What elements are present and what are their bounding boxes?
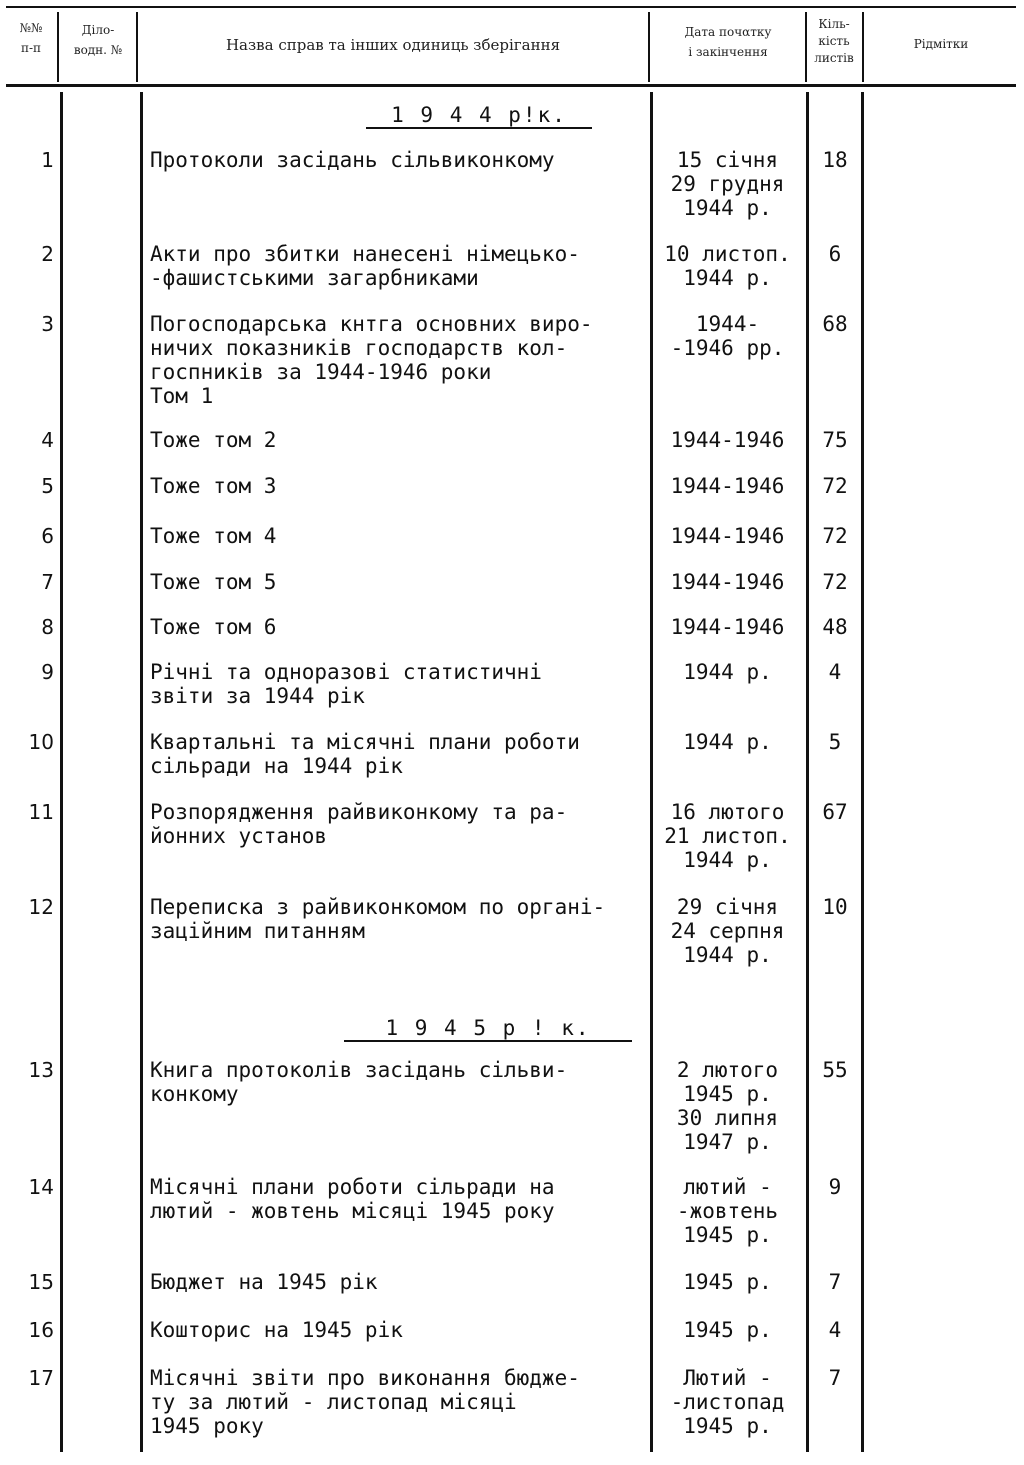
row-title <box>150 1270 650 1294</box>
row-date-line: 29 січня <box>676 895 779 919</box>
hdr-divider-1 <box>57 12 59 82</box>
row-number: 10 <box>28 730 54 754</box>
row-title <box>150 1175 650 1223</box>
row-title <box>150 615 650 639</box>
row-sheet-count: 4 <box>828 660 842 684</box>
row-number: 6 <box>41 524 54 548</box>
row-date-line: 1944 р. <box>683 196 772 220</box>
row-sheet-count: 75 <box>822 428 848 452</box>
row-number: 3 <box>41 312 54 336</box>
row-date-line: 16 лютого <box>670 800 785 824</box>
row-date-line: 1944 р. <box>683 660 772 684</box>
row-title <box>150 895 650 943</box>
row-title <box>150 1318 650 1342</box>
row-title <box>150 660 650 708</box>
row-date-line: 10 листоп. <box>664 242 791 266</box>
row-sheet-count: 67 <box>822 800 848 824</box>
row-number: 12 <box>28 895 54 919</box>
row-title-line: госпників за 1944-1946 роки <box>150 360 492 384</box>
year-heading-1945: 1 9 4 5 р ! к. <box>344 1016 632 1042</box>
row-date-line: 1944-1946 <box>670 428 785 452</box>
header-col-count-line3: листів <box>814 51 854 65</box>
row-number: 16 <box>28 1318 54 1342</box>
row-title <box>150 242 650 290</box>
hdr-divider-5 <box>862 12 864 82</box>
row-title-line: ту за лютий - листопад місяці <box>150 1390 517 1414</box>
row-sheet-count: 18 <box>822 148 848 172</box>
body-divider-1 <box>60 92 63 1452</box>
row-sheet-count: 7 <box>828 1270 842 1294</box>
header-col-dates <box>652 22 804 62</box>
row-date-line: 21 листоп. <box>664 824 791 848</box>
row-number: 17 <box>28 1366 54 1390</box>
row-dates <box>650 570 805 594</box>
row-title-line: Місячні плани роботи сільради на <box>150 1175 555 1199</box>
row-date-line: 30 липня <box>676 1106 779 1130</box>
row-sheet-count: 5 <box>828 730 842 754</box>
row-title-line: Розпорядження райвиконкому та ра- <box>150 800 568 824</box>
row-title-line: Акти про збитки нанесені німецько- <box>150 242 580 266</box>
header-col-dates-line2: і закінчення <box>688 45 768 59</box>
body-divider-5 <box>861 92 864 1452</box>
year-heading-1944: 1 9 4 4 р!к. <box>366 103 592 129</box>
row-number: 15 <box>28 1270 54 1294</box>
header-col-office <box>60 20 136 60</box>
row-dates <box>650 312 805 360</box>
row-title <box>150 570 650 594</box>
row-sheet-count: 48 <box>822 615 848 639</box>
row-sheet-count: 55 <box>822 1058 848 1082</box>
row-title-line: Тоже том 5 <box>150 570 277 594</box>
row-title-line: лютий - жовтень місяці 1945 року <box>150 1199 555 1223</box>
header-col-no-line2: п-п <box>20 41 42 55</box>
row-number: 7 <box>41 570 54 594</box>
header-col-no-line1: №№ <box>19 21 43 35</box>
row-title-line: Протоколи засідань сільвиконкому <box>150 148 555 172</box>
row-date-line: 1945 р. <box>683 1318 772 1342</box>
row-date-line: 1944-1946 <box>670 524 785 548</box>
row-title <box>150 148 650 172</box>
row-dates <box>650 428 805 452</box>
header-col-count <box>806 16 862 67</box>
row-title <box>150 428 650 452</box>
row-number: 8 <box>41 615 54 639</box>
row-dates <box>650 148 805 220</box>
row-title-line: Річні та одноразові статистичні <box>150 660 542 684</box>
row-title-line: Тоже том 6 <box>150 615 277 639</box>
row-date-line: 15 січня <box>676 148 779 172</box>
row-title <box>150 1366 650 1438</box>
row-date-line: 1944 р. <box>683 943 772 967</box>
row-dates <box>650 730 805 754</box>
row-title-line: Бюджет на 1945 рік <box>150 1270 378 1294</box>
body-divider-3 <box>650 92 653 1452</box>
row-date-line: 1944 р. <box>683 848 772 872</box>
row-title-line: йонних установ <box>150 824 328 848</box>
row-title-line: Книга протоколів засідань сільви- <box>150 1058 568 1082</box>
header-col-count-line2: кість <box>818 34 850 48</box>
row-number: 14 <box>28 1175 54 1199</box>
row-title-line: Тоже том 3 <box>150 474 277 498</box>
row-date-line: 1945 р. <box>683 1270 772 1294</box>
row-title-line: Кошторис на 1945 рік <box>150 1318 403 1342</box>
row-title <box>150 524 650 548</box>
row-sheet-count: 6 <box>828 242 842 266</box>
row-number: 5 <box>41 474 54 498</box>
body-divider-2 <box>140 92 143 1452</box>
body-divider-4 <box>806 92 809 1452</box>
row-title-line: Погосподарська кнтга основних виро- <box>150 312 593 336</box>
row-title-line: Квартальні та місячні плани роботи <box>150 730 580 754</box>
row-sheet-count: 4 <box>828 1318 842 1342</box>
row-date-line: 1944- <box>695 312 760 336</box>
header-col-notes: Рідмітки <box>913 37 969 51</box>
hdr-divider-3 <box>648 12 650 82</box>
row-date-line: 2 лютого <box>676 1058 779 1082</box>
row-title-line: 1945 року <box>150 1414 264 1438</box>
row-title-line: Місячні звіти про виконання бюдже- <box>150 1366 580 1390</box>
row-sheet-count: 7 <box>828 1366 842 1390</box>
row-title-line: заційним питанням <box>150 919 365 943</box>
row-dates <box>650 242 805 290</box>
row-title-line: звіти за 1944 рік <box>150 684 365 708</box>
row-date-line: -листопад <box>670 1390 785 1414</box>
row-number: 4 <box>41 428 54 452</box>
row-title-line: Том 1 <box>150 384 214 408</box>
row-date-line: лютий - <box>683 1175 772 1199</box>
row-sheet-count: 72 <box>822 570 848 594</box>
row-sheet-count: 72 <box>822 474 848 498</box>
header-col-count-line1: Кіль- <box>818 17 850 31</box>
row-dates <box>650 1175 805 1247</box>
row-date-line: Лютий - <box>683 1366 772 1390</box>
row-date-line: 1944-1946 <box>670 615 785 639</box>
row-sheet-count: 68 <box>822 312 848 336</box>
row-sheet-count: 10 <box>822 895 848 919</box>
header-col-office-line2: водн. № <box>73 43 123 57</box>
row-dates <box>650 800 805 872</box>
row-date-line: 1944-1946 <box>670 570 785 594</box>
row-dates <box>650 895 805 967</box>
row-title-line: Тоже том 4 <box>150 524 277 548</box>
row-title-line: конкому <box>150 1082 239 1106</box>
header-top-rule <box>6 6 1016 8</box>
row-date-line: 1945 р. <box>683 1414 772 1438</box>
row-date-line: 1944 р. <box>683 266 772 290</box>
row-number: 13 <box>28 1058 54 1082</box>
row-dates <box>650 1366 805 1438</box>
row-date-line: 1945 р. <box>683 1223 772 1247</box>
row-date-line: 1945 р. <box>683 1082 772 1106</box>
row-title <box>150 312 650 408</box>
row-dates <box>650 474 805 498</box>
row-title-line: ничих показників господарств кол- <box>150 336 568 360</box>
row-dates <box>650 660 805 684</box>
row-sheet-count: 9 <box>828 1175 842 1199</box>
row-title-line: Переписка з райвиконкомом по органі- <box>150 895 606 919</box>
header-col-title: Назва справ та інших одиниць зберігання <box>225 36 561 54</box>
row-title-line: сільради на 1944 рік <box>150 754 403 778</box>
row-dates <box>650 1318 805 1342</box>
row-sheet-count: 72 <box>822 524 848 548</box>
row-date-line: 1947 р. <box>683 1130 772 1154</box>
header-col-dates-line1: Дата почαтку <box>684 25 772 39</box>
row-number: 1 <box>41 148 54 172</box>
row-number: 9 <box>41 660 54 684</box>
row-number: 11 <box>28 800 54 824</box>
row-title <box>150 730 650 778</box>
header-bottom-rule <box>6 84 1016 87</box>
row-title <box>150 474 650 498</box>
row-dates <box>650 1058 805 1154</box>
row-dates <box>650 1270 805 1294</box>
row-title-line: -фашистськими загарбниками <box>150 266 479 290</box>
row-number: 2 <box>41 242 54 266</box>
row-date-line: -жовтень <box>676 1199 779 1223</box>
row-title <box>150 800 650 848</box>
row-title <box>150 1058 650 1106</box>
row-date-line: 24 серпня <box>670 919 785 943</box>
row-date-line: 1944-1946 <box>670 474 785 498</box>
row-dates <box>650 615 805 639</box>
header-col-office-line1: Діло- <box>81 23 115 37</box>
hdr-divider-2 <box>136 12 138 82</box>
row-title-line: Тоже том 2 <box>150 428 277 452</box>
row-date-line: 1944 р. <box>683 730 772 754</box>
header-col-no <box>6 18 56 58</box>
row-date-line: -1946 рр. <box>670 336 785 360</box>
row-dates <box>650 524 805 548</box>
row-date-line: 29 грудня <box>670 172 785 196</box>
